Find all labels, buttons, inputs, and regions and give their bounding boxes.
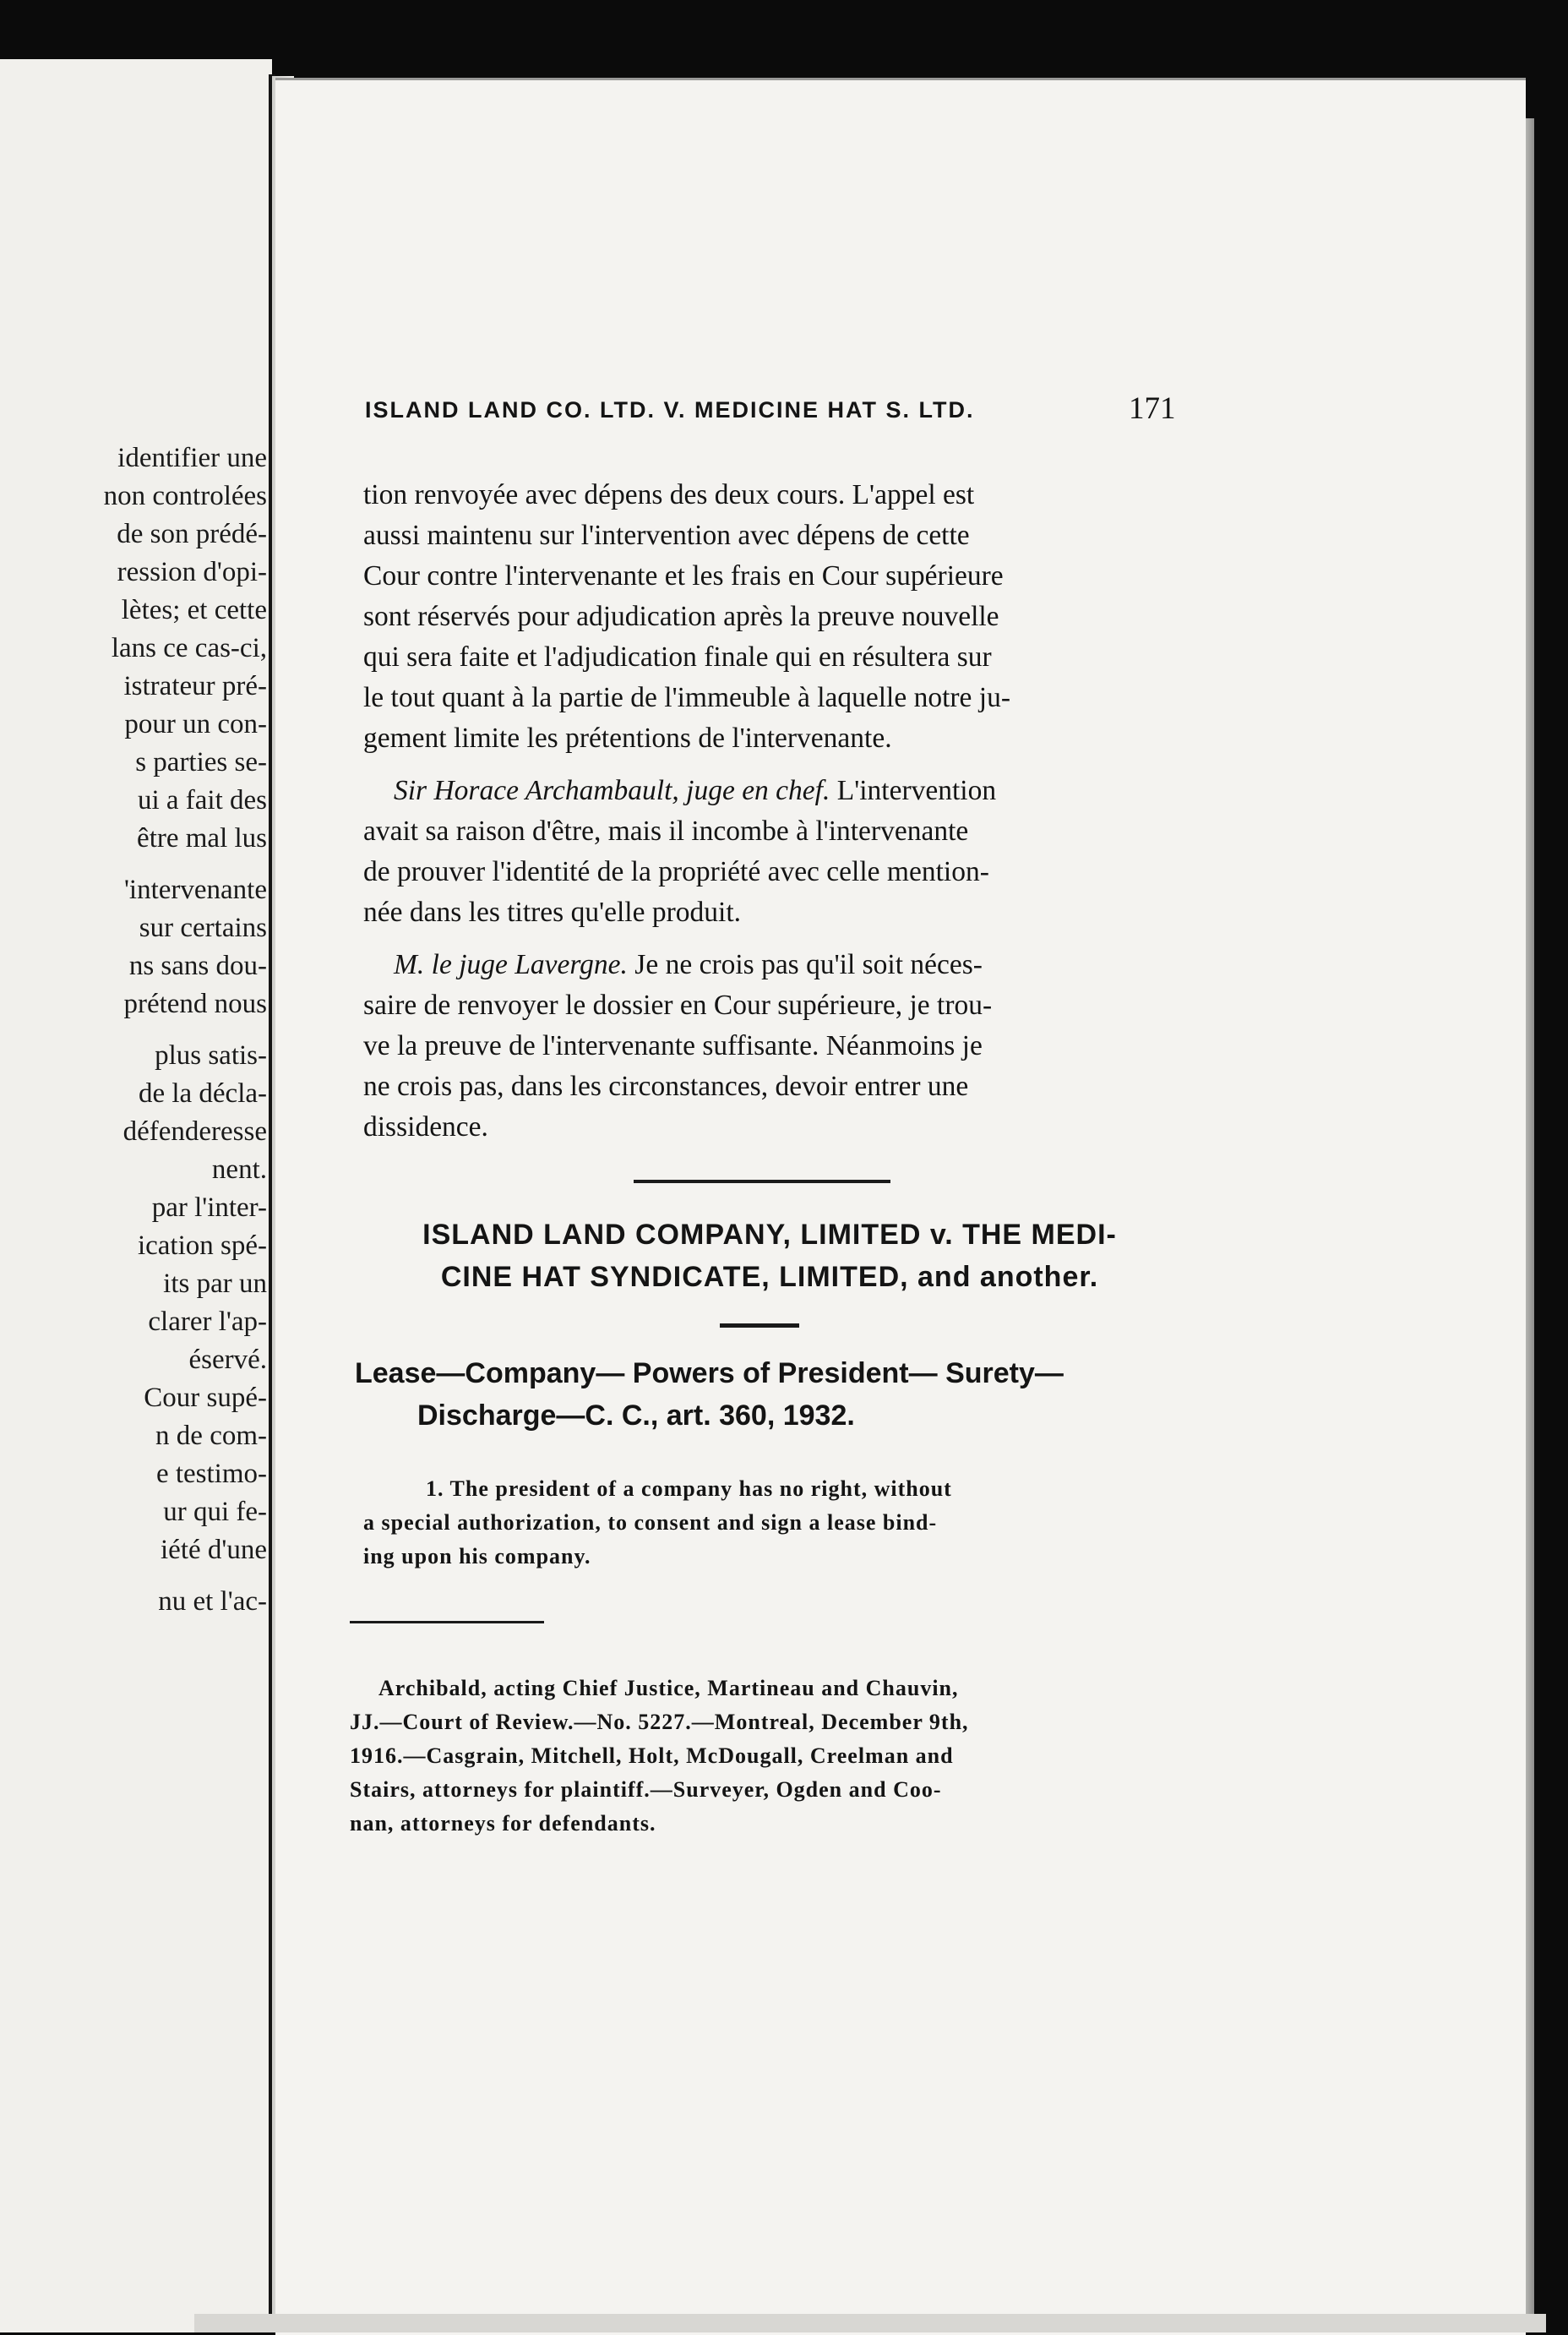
left-page-line: 'intervenante [123,875,267,905]
case-title-line: ISLAND LAND COMPANY, LIMITED v. THE MEDI- [422,1219,1117,1251]
left-page-line: pour un con- [124,709,267,739]
speaker-name: Sir Horace Archambault, juge en chef. [394,775,830,806]
title-divider [720,1323,799,1328]
body-text: L'intervention [830,775,997,806]
left-page-line: ui a fait des [137,785,267,816]
left-page-line: ression d'opi- [117,557,267,587]
running-head: ISLAND LAND CO. LTD. V. MEDICINE HAT S. LTD. [365,397,975,423]
speaker-line [394,945,1176,985]
body-line: Cour contre l'intervenante et les frais en Cour supérieure [363,560,1004,592]
left-page-line: être mal lus [137,823,267,854]
left-page-line: ication spé- [137,1230,267,1261]
speaker-line [394,771,1176,811]
left-page-line: istrateur pré- [123,671,267,701]
left-page-line: éservé. [188,1345,267,1375]
body-line: le tout quant à la partie de l'immeuble à laquelle notre ju- [363,682,1011,713]
headnote-item: a special authorization, to consent and sign a lease bind- [363,1510,938,1535]
left-page-line: de la décla- [138,1078,267,1109]
body-line: de prouver l'identité de la propriété avec celle mention- [363,856,989,887]
left-page-line: Cour supé- [144,1383,267,1413]
left-page-line: identifier une [117,443,267,473]
body-line: tion renvoyée avec dépens des deux cours. L'appel est [363,479,975,510]
left-page-line: lètes; et cette [121,595,267,625]
body-text: Je ne crois pas qu'il soit néces- [627,949,983,980]
footnote-line: JJ.—Court of Review.—No. 5227.—Montreal, December 9th, [350,1710,969,1734]
body-line: qui sera faite et l'adjudication finale qui en résultera sur [363,641,992,673]
left-page-line: sur certains [139,913,267,943]
body-line: gement limite les prétentions de l'intervenante. [363,723,892,754]
left-page-line: lans ce cas-ci, [111,633,267,663]
page-bottom-edge [194,2314,1546,2332]
left-page-line: ur qui fe- [163,1497,267,1527]
left-page-line: nu et l'ac- [158,1586,267,1617]
body-line: sont réservés pour adjudication après la preuve nouvelle [363,601,999,632]
left-page-line: iété d'une [161,1535,267,1565]
body-line: dissidence. [363,1111,488,1143]
left-page-line: nent. [211,1154,267,1185]
footnote-line: Stairs, attorneys for plaintiff.—Surveyer, Ogden and Coo- [350,1777,942,1802]
body-line: saire de renvoyer le dossier en Cour supérieure, je trou- [363,990,993,1021]
body-line: aussi maintenu sur l'intervention avec dépens de cette [363,520,970,551]
body-line: née dans les titres qu'elle produit. [363,897,741,928]
page-number: 171 [1129,391,1176,426]
headnote-keywords: Discharge—C. C., art. 360, 1932. [417,1399,855,1432]
footnote-line: Archibald, acting Chief Justice, Martineau and Chauvin, [378,1676,959,1700]
body-line: avait sa raison d'être, mais il incombe à l'intervenante [363,816,969,847]
speaker-name: M. le juge Lavergne. [394,949,628,980]
left-page-line: clarer l'ap- [148,1307,267,1337]
case-title-line: CINE HAT SYNDICATE, LIMITED, and another. [440,1261,1099,1293]
left-page-line: de son prédé- [117,519,267,549]
left-page-line: ns sans dou- [128,951,267,981]
left-page-line: s parties se- [135,747,267,777]
footnote-line: 1916.—Casgrain, Mitchell, Holt, McDougall, Creelman and [350,1743,954,1768]
section-divider [634,1180,890,1183]
headnote-item: ing upon his company. [363,1544,591,1568]
footnote-line: nan, attorneys for defendants. [350,1811,656,1836]
body-line: ne crois pas, dans les circonstances, devoir entrer une [363,1071,969,1102]
left-page-line: défenderesse [122,1116,267,1147]
left-page-line: prétend nous [123,989,267,1019]
left-page-line: plus satis- [155,1040,267,1071]
left-page-line: par l'inter- [151,1192,267,1223]
left-page-line: n de com- [155,1421,267,1451]
footnote-rule [350,1621,544,1623]
left-page [0,59,272,2332]
headnote-keywords: Lease—Company— Powers of President— Surety— [355,1357,1064,1389]
body-line: ve la preuve de l'intervenante suffisante. Néanmoins je [363,1030,983,1061]
left-page-line: e testimo- [155,1459,267,1489]
left-page-line: its par un [163,1268,267,1299]
left-page-line: non controlées [103,481,267,511]
headnote-item: 1. The president of a company has no right, without [426,1476,952,1501]
